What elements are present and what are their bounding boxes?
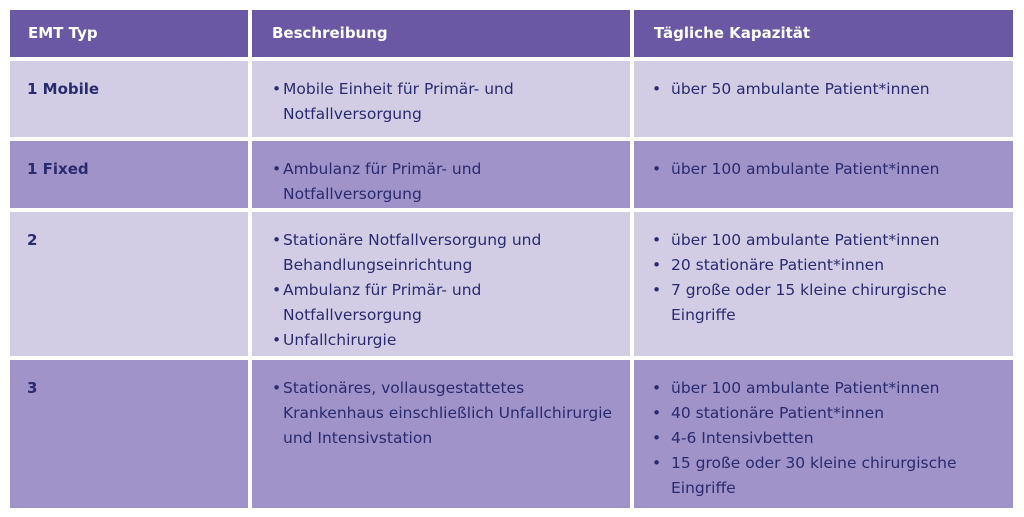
row-2-capacity-item: • über 100 ambulante Patient*innen [652, 157, 999, 182]
row-1-description-item: • Mobile Einheit für Primär- und Notfallversorgung [272, 77, 616, 127]
row-4-capacity [634, 360, 1013, 508]
row-1-capacity-item: • über 50 ambulante Patient*innen [652, 77, 999, 102]
row-4-capacity-item: • 40 stationäre Patient*innen [652, 401, 999, 426]
row-4-capacity-item: • 4-6 Intensivbetten [652, 426, 999, 451]
row-3-description [252, 212, 630, 356]
row-2-description [252, 141, 630, 208]
row-3-description-item: • Stationäre Notfallversorgung und Behandlungseinrichtung [272, 228, 616, 278]
row-3-capacity [634, 212, 1013, 356]
emt-table [10, 10, 1014, 508]
row-2-capacity [634, 141, 1013, 208]
header-emt-typ: EMT Typ [10, 10, 248, 57]
row-3-capacity-item: • über 100 ambulante Patient*innen [652, 228, 999, 253]
row-4-description [252, 360, 630, 508]
row-3-capacity-item: • 7 große oder 15 kleine chirurgische Eingriffe [652, 278, 999, 328]
row-3-capacity-item: • 20 stationäre Patient*innen [652, 253, 999, 278]
row-3-emt-type: 2 [10, 212, 248, 356]
row-1-description [252, 61, 630, 137]
row-2-emt-type: 1 Fixed [10, 141, 248, 208]
row-2-description-item: • Ambulanz für Primär- und Notfallversorgung [272, 157, 616, 207]
row-4-emt-type: 3 [10, 360, 248, 508]
row-1-emt-type: 1 Mobile [10, 61, 248, 137]
header-beschreibung: Beschreibung [252, 10, 630, 57]
row-3-description-item: • Ambulanz für Primär- und Notfallversorgung [272, 278, 616, 328]
row-4-description-item: • Stationäres, vollausgestattetes Krankenhaus einschließlich Unfallchirurgie und Intensivstation [272, 376, 616, 451]
row-4-capacity-item: • 15 große oder 30 kleine chirurgische Eingriffe [652, 451, 999, 501]
row-3-description-item: • Unfallchirurgie [272, 328, 616, 353]
row-4-capacity-item: • über 100 ambulante Patient*innen [652, 376, 999, 401]
row-1-capacity [634, 61, 1013, 137]
header-taegliche-kapazitaet: Tägliche Kapazität [634, 10, 1013, 57]
